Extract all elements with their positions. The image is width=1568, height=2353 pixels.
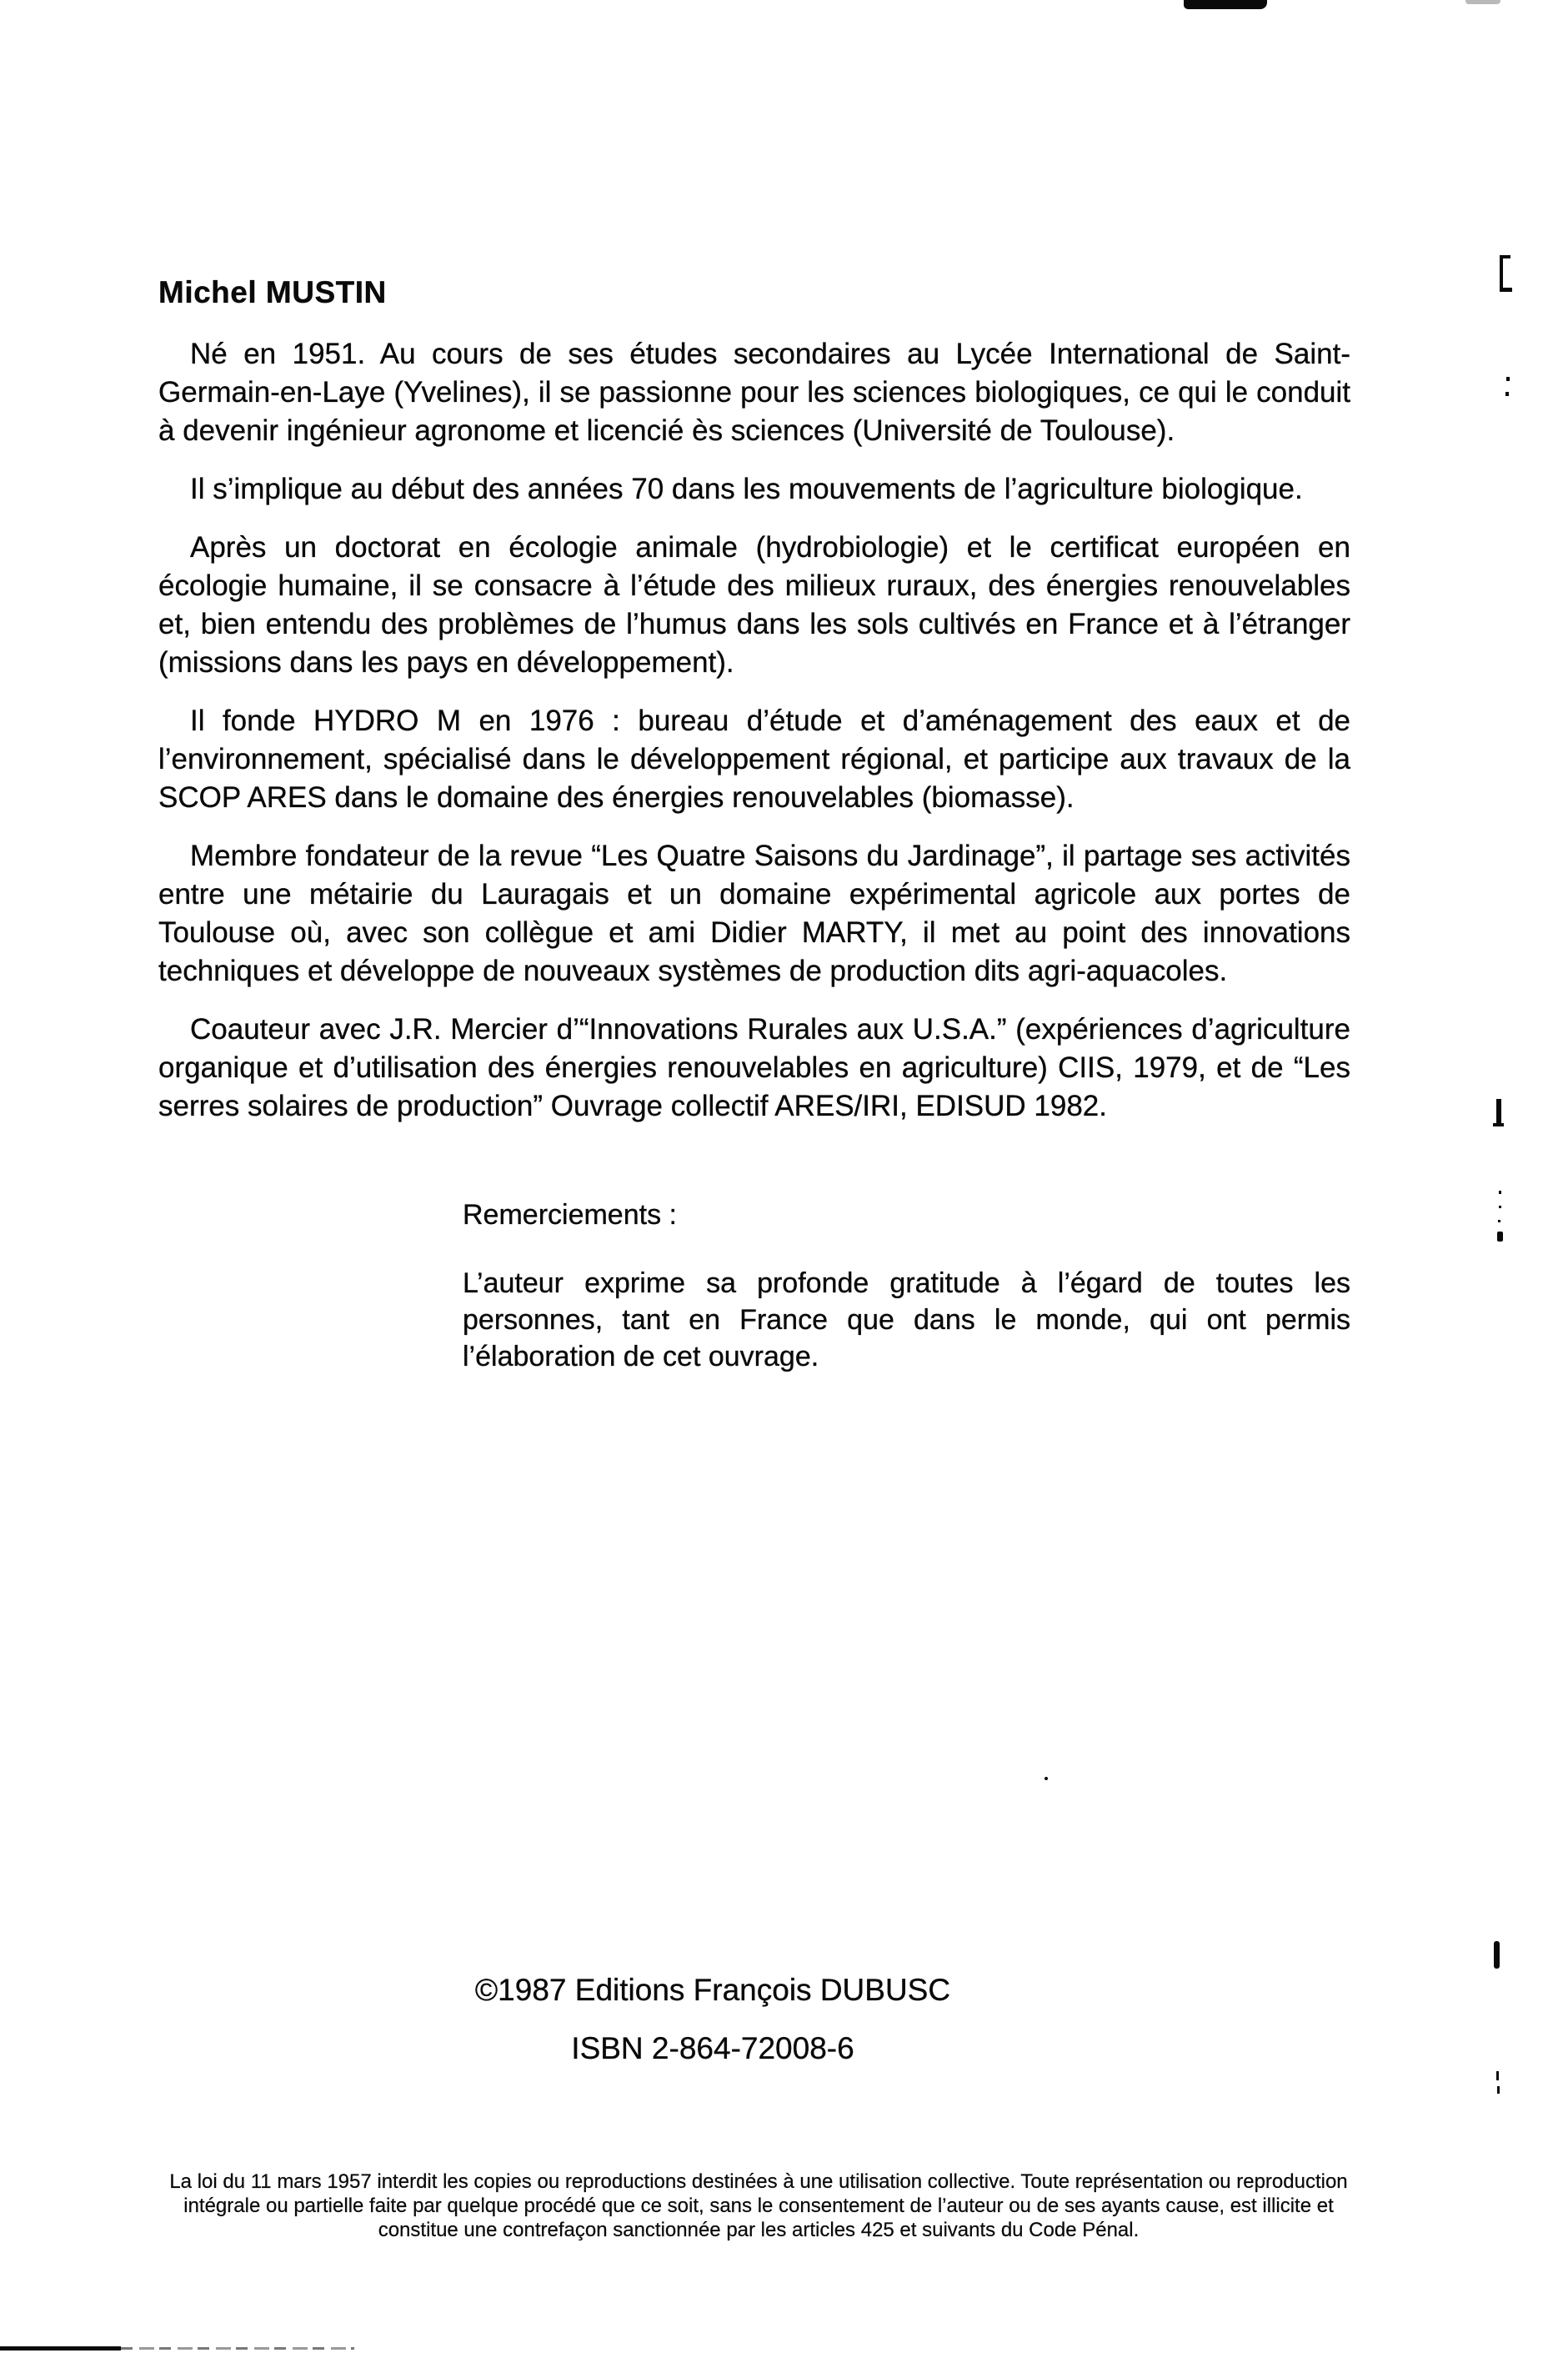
scan-artifact-bottom-line-faded (121, 2347, 354, 2350)
copyright-line: ©1987 Editions François DUBUSC (474, 1973, 951, 2007)
author-name-heading: Michel MUSTIN (158, 275, 387, 309)
scan-artifact-margin-tick (1496, 2071, 1499, 2080)
bio-paragraph: Il fonde HYDRO M en 1976 : bureau d’étude et d’aménagement des eaux et de l’environnement, spécialisé dans le développement régional, et participe aux travaux de la SCOP ARES dans le domaine des énergies renouvelables (biomasse). (158, 705, 1350, 814)
imprint-section (158, 1973, 1267, 2066)
bio-paragraph: Il s’implique au début des années 70 dans les mouvements de l’agriculture biologique. (190, 473, 1303, 505)
acknowledgements-text: L’auteur exprime sa profonde gratitude à l’égard de toutes les personnes, tant en France que dans le monde, qui ont permis l’élaboration de cet ouvrage. (463, 1267, 1350, 1372)
scan-artifact-margin-dot (1506, 377, 1510, 381)
bio-paragraph: Après un doctorat en écologie animale (hydrobiologie) et le certificat européen en écologie humaine, il se consacre à l’étude des milieux ruraux, des énergies renouvelables et, bien entendu des problèmes de l’humus dans les sols cultivés en France et à l’étranger (missions dans les pays en développement). (158, 531, 1350, 679)
scan-artifact-margin-dot (1505, 392, 1509, 396)
scan-artifact-margin-bar (1494, 1941, 1500, 1969)
scan-artifact-margin-tick (1497, 2086, 1500, 2094)
scan-artifact-margin-mark (1500, 255, 1514, 292)
scan-artifact-stray-dot (1044, 1777, 1048, 1780)
scan-artifact-margin-blob (1497, 1232, 1503, 1242)
bio-paragraph: Né en 1951. Au cours de ses études secondaires au Lycée International de Saint-Germain-en-Laye (Yvelines), il se passionne pour les sciences biologiques, ce qui le conduit à devenir ingénieur agronome et licencié ès sciences (Université de Toulouse). (158, 338, 1350, 447)
scan-artifact-top-right-smudge (1465, 0, 1500, 4)
isbn-line: ISBN 2-864-72008-6 (571, 2031, 854, 2065)
scan-artifact-margin-dot (1498, 1220, 1500, 1222)
acknowledgements-section (463, 1199, 1350, 1375)
acknowledgements-heading: Remerciements : (463, 1199, 677, 1231)
scan-artifact-margin-bar-foot (1493, 1123, 1504, 1126)
bio-paragraph: Membre fondateur de la revue “Les Quatre Saisons du Jardinage”, il partage ses activités entre une métairie du Lauragais et un domaine expérimental agricole aux portes de Toulouse où, avec son collègue et ami Didier MARTY, il met au point des innovations techniques et développe de nouveaux systèmes de production dits agri-aquacoles. (158, 840, 1350, 987)
legal-notice: La loi du 11 mars 1957 interdit les copies ou reproductions destinées à une utilisation collective. Toute représentation ou reproduction intégrale ou partielle faite par quelque procédé que ce soit, sans le consentement de l’auteur ou de ses ayants cause, est illicite et constitue une contrefaçon sanctionnée par les articles 425 et suivants du Code Pénal. (169, 2170, 1348, 2241)
scan-artifact-margin-bar (1496, 1099, 1501, 1126)
author-bio-section (158, 275, 1350, 1375)
scan-artifact-bottom-line (0, 2346, 121, 2350)
scan-artifact-margin-dot (1499, 1206, 1501, 1208)
scan-artifact-top-smudge (1184, 0, 1267, 9)
bio-paragraph: Coauteur avec J.R. Mercier d’“Innovations Rurales aux U.S.A.” (expériences d’agriculture organique et d’utilisation des énergies renouvelables en agriculture) CIIS, 1979, et de “Les serres solaires de production” Ouvrage collectif ARES/IRI, EDISUD 1982. (158, 1013, 1350, 1122)
author-bio-text (158, 335, 1350, 1126)
scan-artifact-margin-dot (1499, 1191, 1501, 1194)
